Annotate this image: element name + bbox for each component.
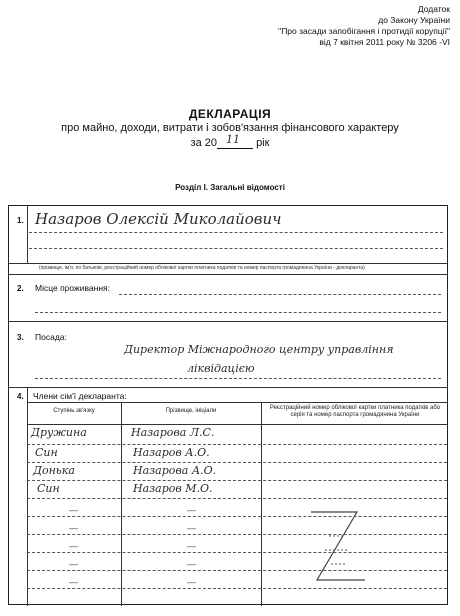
- row3-relation[interactable]: Донька: [33, 464, 75, 477]
- appendix-line-1: Додаток: [417, 4, 450, 14]
- row4-relation[interactable]: Син: [37, 482, 60, 495]
- document-title: ДЕКЛАРАЦІЯ: [188, 107, 272, 121]
- table-col-divider-2: [261, 402, 262, 606]
- field4-label: Члени сім'ї декларанта:: [33, 391, 127, 401]
- field1-line-2: [29, 248, 443, 249]
- table-row-line-1: [27, 444, 447, 445]
- field2-label: Місце проживання:: [35, 283, 110, 293]
- field4-left-border: [27, 387, 28, 606]
- field2-top-line: [9, 274, 447, 275]
- field4-number: 4.: [17, 392, 24, 401]
- table-row-line-9: [27, 588, 447, 589]
- field2-input-line[interactable]: [119, 294, 441, 295]
- table-header-name: Прізвище, ініціали: [165, 408, 217, 414]
- empty-cell-mark: —: [187, 523, 196, 533]
- table-header-relation: Ступінь зв'язку: [53, 408, 95, 414]
- empty-cell-mark: —: [69, 505, 78, 515]
- empty-cell-mark: —: [187, 559, 196, 569]
- form-frame: [8, 205, 448, 605]
- empty-cell-mark: —: [69, 559, 78, 569]
- table-row-line-5: [27, 516, 447, 517]
- year-suffix: рік: [256, 137, 270, 149]
- empty-cell-mark: —: [69, 523, 78, 533]
- appendix-line-3: "Про засади запобігання і протидії корупції": [278, 26, 450, 36]
- field1-handwritten-name[interactable]: Назаров Олексій Миколайович: [35, 210, 282, 228]
- row1-name[interactable]: Назарова Л.С.: [131, 426, 215, 439]
- row1-relation[interactable]: Дружина: [31, 426, 87, 439]
- empty-cell-mark: —: [187, 541, 196, 551]
- field3-top-line: [9, 321, 447, 322]
- year-prefix: за 20: [190, 137, 217, 149]
- field1-left-border: [27, 206, 28, 264]
- table-row-line-4: [27, 498, 447, 499]
- field3-input-line: [35, 378, 441, 379]
- row4-name[interactable]: Назаров М.О.: [133, 482, 213, 495]
- field1-number: 1.: [17, 216, 24, 225]
- year-value: 11: [226, 133, 240, 146]
- row3-name[interactable]: Назарова А.О.: [133, 464, 217, 477]
- table-col-divider-1: [121, 402, 122, 606]
- year-field[interactable]: [217, 133, 253, 149]
- table-row-line-8: [27, 570, 447, 571]
- empty-cell-mark: —: [187, 505, 196, 515]
- row2-relation[interactable]: Син: [35, 446, 58, 459]
- field4-top-line: [9, 387, 447, 388]
- field3-position-line-1[interactable]: Директор Міжнародного центру управління: [124, 343, 394, 356]
- field1-bottom-line: [9, 263, 447, 264]
- field3-number: 3.: [17, 333, 24, 342]
- row2-name[interactable]: Назаров А.О.: [133, 446, 210, 459]
- table-row-line-3: [27, 480, 447, 481]
- document-subtitle: про майно, доходи, витрати і зобов'язання фінансового характеру: [61, 122, 399, 134]
- strike-through-mark: [305, 506, 375, 596]
- appendix-note: [190, 4, 450, 48]
- table-row-line-2: [27, 462, 447, 463]
- empty-cell-mark: —: [69, 541, 78, 551]
- appendix-line-2: до Закону України: [378, 15, 450, 25]
- table-header-id: Реєстраційний номер облікової картки платника податків або серія та номер паспорта громадянина України: [269, 405, 441, 418]
- empty-cell-mark: —: [69, 577, 78, 587]
- table-row-line-7: [27, 552, 447, 553]
- field1-line-1: [29, 232, 443, 233]
- appendix-line-4: від 7 квітня 2011 року № 3206 -VI: [319, 37, 450, 47]
- table-row-line-6: [27, 534, 447, 535]
- table-top-line: [27, 402, 447, 403]
- table-header-bottom-line: [27, 424, 447, 425]
- field1-caption: (прізвище, ім'я, по батькові, реєстраційний номер облікової картки платника податків та номер паспорта громадянина України - декларанта): [39, 265, 365, 271]
- section-title: Розділ І. Загальні відомості: [175, 183, 285, 192]
- field3-position-line-2[interactable]: ліквідацією: [187, 362, 255, 375]
- field3-label: Посада:: [35, 332, 67, 342]
- field2-number: 2.: [17, 284, 24, 293]
- empty-cell-mark: —: [187, 577, 196, 587]
- declaration-year: [0, 133, 460, 149]
- field2-input-line-2[interactable]: [35, 312, 441, 313]
